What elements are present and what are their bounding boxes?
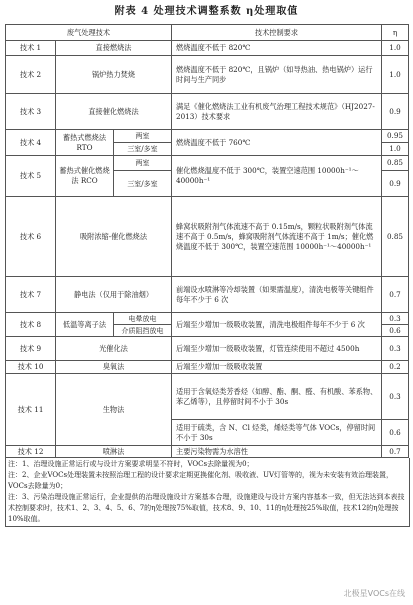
table-row: 技术 11 生物法 适用于含氧烃类芳香烃（如醇、酯、酮、醛、有机酸、苯系物、苯乙烯等），且停留时间不小于 30s 0.3 [6, 374, 409, 420]
table-row: 技术 2 锅炉热力焚烧 燃烧温度不低于 820℃，且锅炉（如导热油、热电锅炉）运行时间与生产同步 1.0 [6, 56, 409, 94]
header-req: 技术控制要求 [172, 25, 382, 41]
table-row: 技术 10 臭氧法 后端至少增加一级吸收装置 0.2 [6, 361, 409, 374]
table-row: 介质阻挡放电 0.6 [6, 325, 409, 337]
table-row: 技术 4 蓄热式燃烧法 RTO 两室 燃烧温度不低于 760℃ 0.95 [6, 130, 409, 143]
table-row: 技术 8 低温等离子法 电晕放电 后端至少增加一级吸收装置，清洗电极组件每年不少于 6 次 0.3 [6, 313, 409, 325]
table-header [6, 25, 409, 41]
watermark: 北极星VOCs在线 [343, 589, 405, 598]
header-tech: 废气处理技术 [6, 25, 172, 41]
table-row: 适用于硫类，含 N、Cl 烃类，烯烃类等气体 VOCs，停留时间不小于 30s 0.6 [6, 420, 409, 446]
table-row: 技术 7 静电法（仅用于除油烟） 前端设水喷淋等冷却装置（如果需温度），清洗电极等关键组件每年不少于 6 次 0.7 [6, 277, 409, 313]
note-2: 注：2、企业VOCs处理装置未按照治理工程的设计要求定期更换催化剂、吸收液、UV灯管等的，视为未安装有效治理装置，VOCs去除量为0； [8, 471, 394, 490]
table-row: 技术 6 吸附浓缩-催化燃烧法 蜂窝状吸附剂气体流速不高于 0.15m/s，颗粒状吸附剂气体流速不高于 0.5m/s，蜂窝吸附剂气体流速不高于 1m/s；催化燃烧温度不低于 300℃，装置空速范围 10000h⁻¹～40000h⁻¹ 0.85 [6, 197, 409, 277]
coefficient-table [5, 24, 409, 458]
note-3: 注：3、污染治理设施正常运行，企业提供的治理设施设计方案基本合理，设施建设与设计方案内容基本一致，但无法达到本表技术控制要求时，技术1、2、3、4、5、6、7的η处理按75%取值，技术8、9、10、11的η处理按25%取值，技术12的η处理按10%取值。 [8, 493, 405, 523]
table-row: 技术 9 光催化法 后端至少增加一级吸收装置，灯管连续使用不超过 4500h 0.3 [6, 337, 409, 361]
table-row: 技术 12 喷淋法 主要污染物需为水溶性 0.7 [6, 446, 409, 458]
table-row: 技术 5 蓄热式催化燃烧法 RCO 两室 催化燃烧温度不低于 300℃，装置空速范围 10000h⁻¹～40000h⁻¹ 0.85 [6, 156, 409, 171]
notes-section [5, 458, 410, 527]
table-row: 技术 1 直接燃烧法 燃烧温度不低于 820℃ 1.0 [6, 41, 409, 56]
table-title: 附表 4 处理技术调整系数 η处理取值 [114, 6, 299, 17]
note-1: 注：1、治理设施正常运行或与设计方案要求明显不符时，VOCs去除量视为0； [8, 460, 254, 468]
header-eta: η [382, 25, 409, 41]
table-row: 三室/多室 1.0 [6, 143, 409, 156]
table-row: 三室/多室 0.9 [6, 171, 409, 197]
table-row: 技术 3 直接催化燃烧法 满足《催化燃烧法工业有机废气治理工程技术规范》（HJ2027-2013）技术要求 0.9 [6, 94, 409, 130]
